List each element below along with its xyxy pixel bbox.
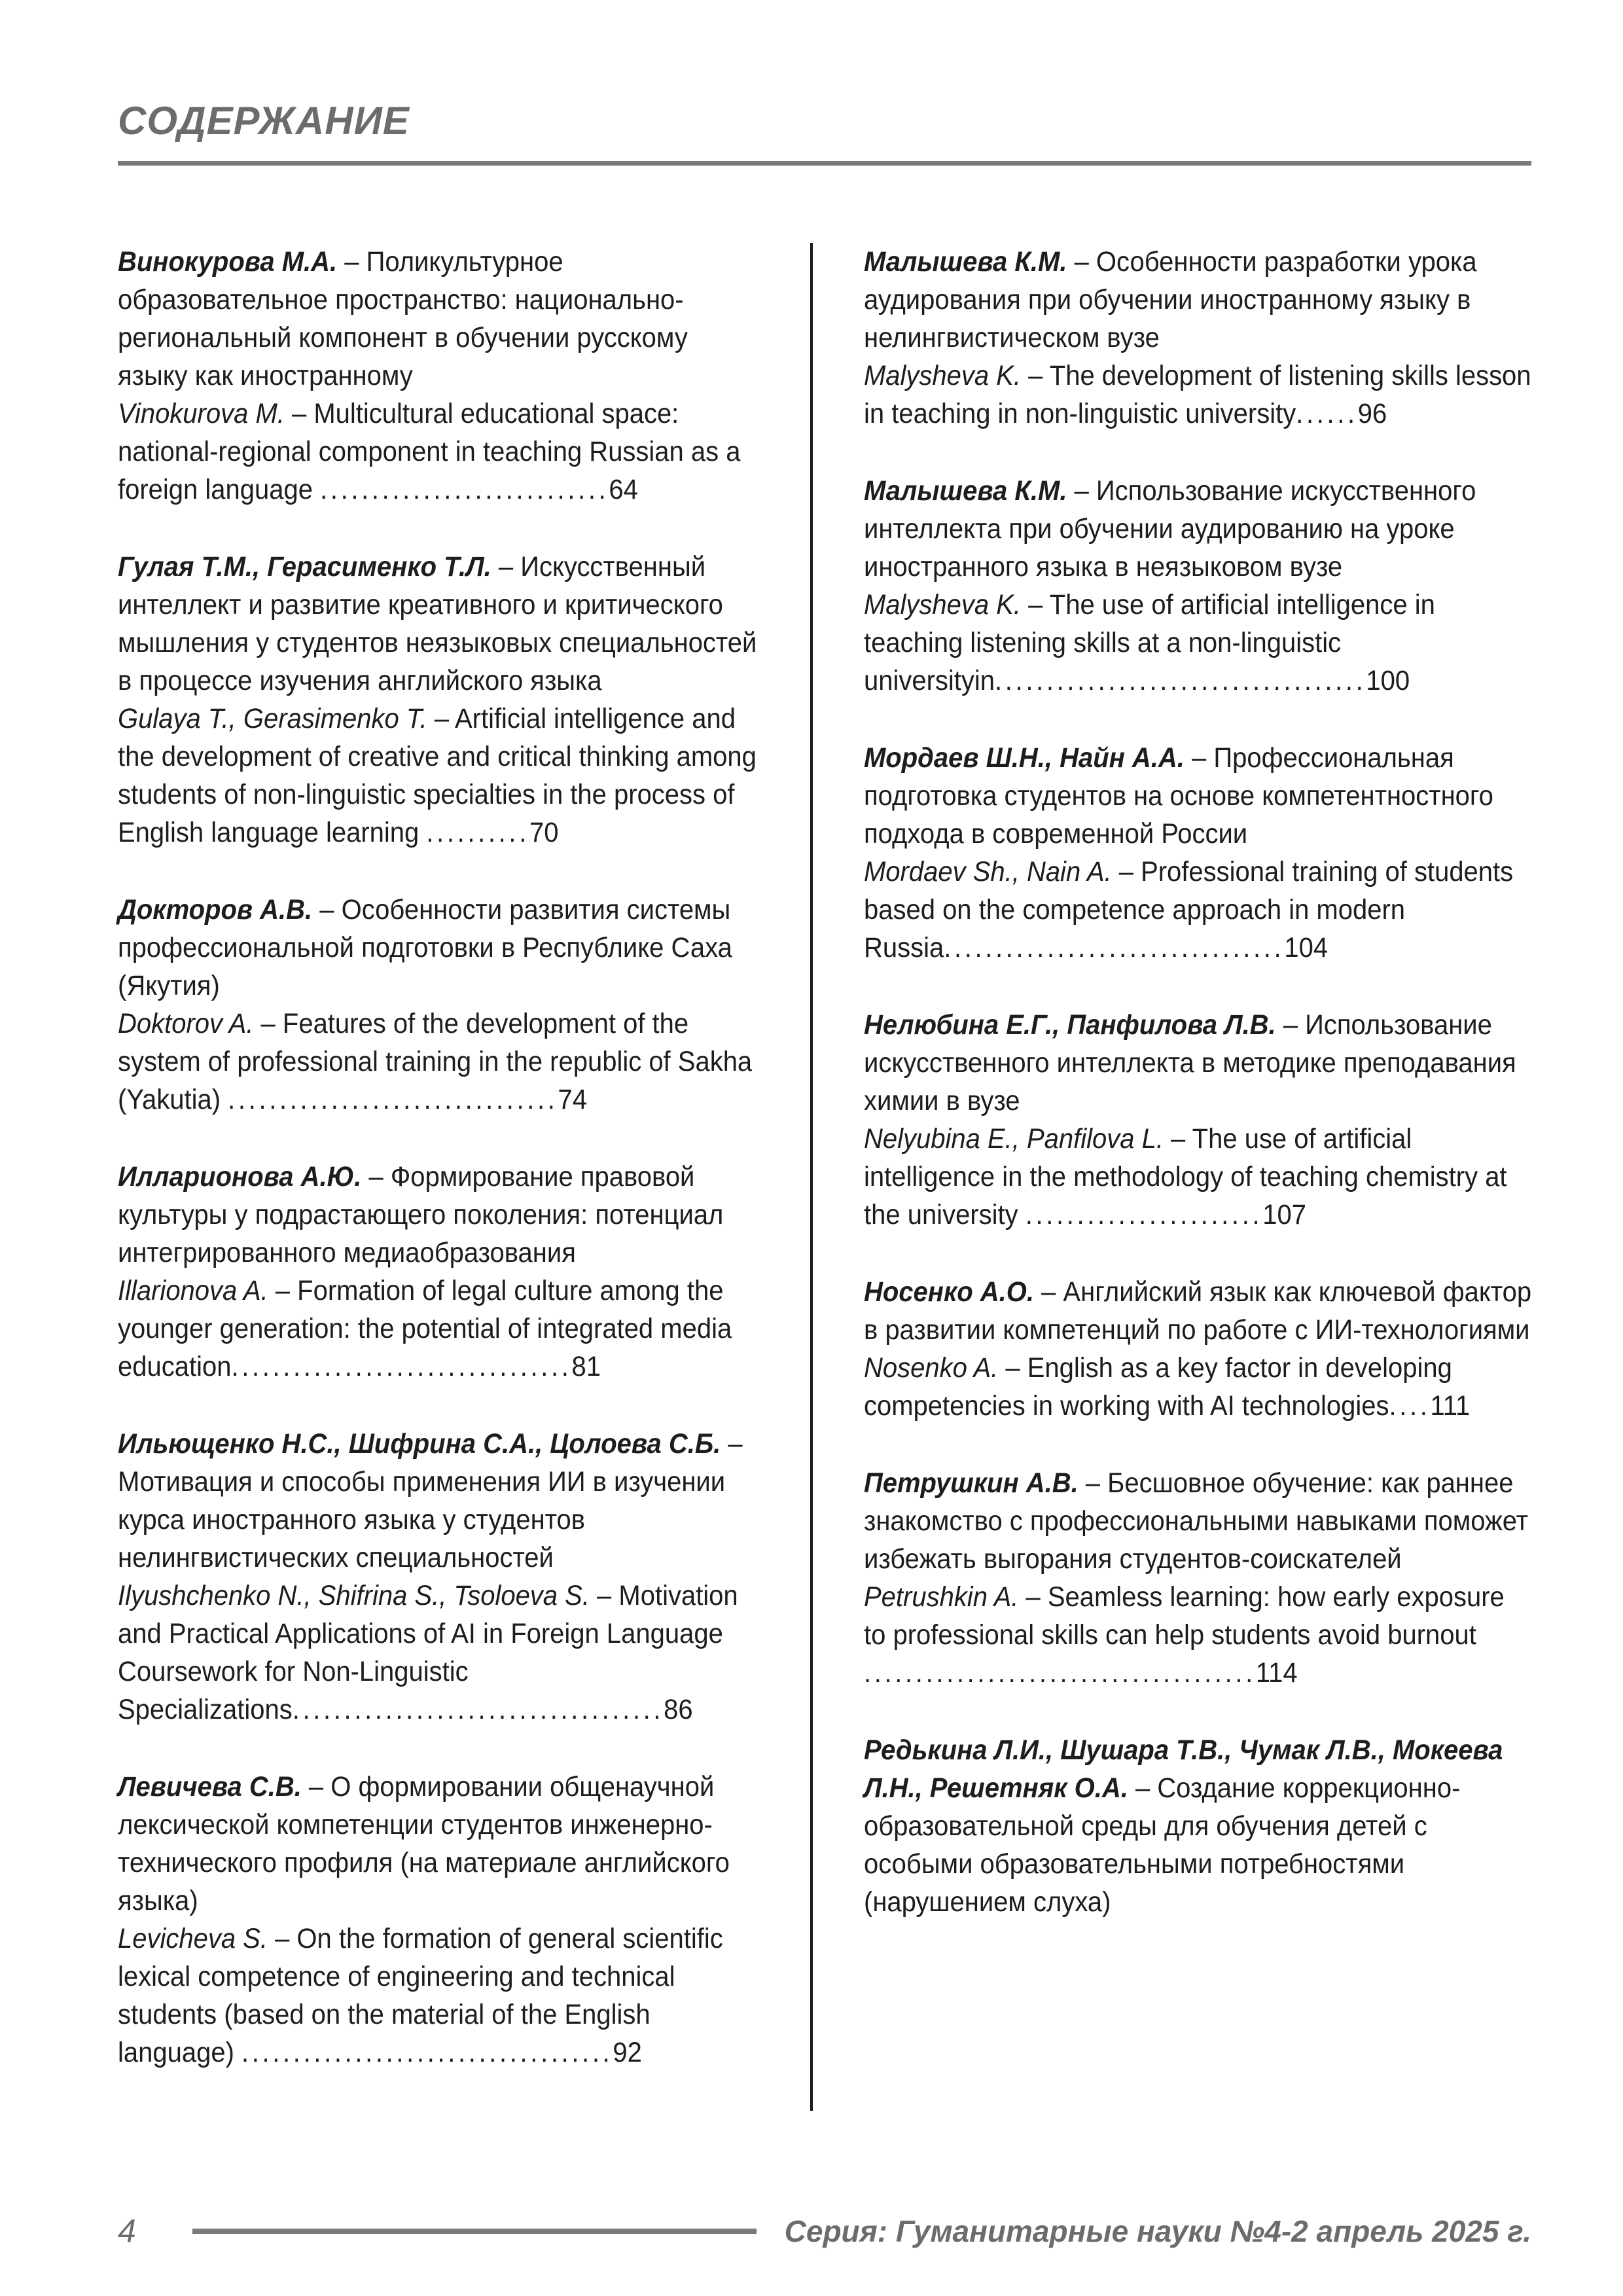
toc-column-right xyxy=(864,243,1533,2111)
leader-dots: .... xyxy=(1389,1390,1431,1422)
page-title: СОДЕРЖАНИЕ xyxy=(118,99,410,143)
entry-authors-ru: Ильющенко Н.С., Шифрина С.А., Цолоева С.Б. xyxy=(118,1428,721,1460)
entry-title-en-text: – English as a key factor in developing competencies in working with AI technologies xyxy=(864,1352,1452,1422)
entry-title-en xyxy=(118,1577,759,1729)
entry-title-ru xyxy=(864,1006,1533,1120)
entry-title-en-text: – Features of the development of the system of professional training in the republic of Sakha (Yakutia) xyxy=(118,1008,753,1115)
leader-dots: .................................... xyxy=(241,2037,613,2068)
toc-entry xyxy=(864,1273,1533,1425)
entry-title-ru xyxy=(118,891,759,1005)
entry-title-en xyxy=(118,700,759,852)
entry-title-ru-text: – Поликультурное образовательное пространство: национально-региональный компонент в обучении русскому языку как иностранному xyxy=(118,246,688,391)
leader-dots: ............................ xyxy=(320,474,609,505)
entry-page-number: 96 xyxy=(1357,398,1387,429)
footer-rule xyxy=(192,2229,757,2234)
entry-title-en xyxy=(118,1920,759,2072)
entry-title-en-text: – Professional training of students based on the competence approach in modern Russia xyxy=(864,856,1514,963)
entry-title-ru-text: – Использование искусственного интеллекта при обучении аудированию на уроке иностранного языка в неязыковом вузе xyxy=(864,475,1476,583)
entry-authors-ru: Петрушкин А.В. xyxy=(864,1467,1079,1499)
entry-title-ru xyxy=(118,1158,759,1272)
toc-entry xyxy=(864,1006,1533,1234)
leader-dots: ................................. xyxy=(231,1351,572,1382)
entry-page-number: 64 xyxy=(609,474,638,505)
entry-title-ru xyxy=(864,1731,1533,1921)
entry-authors-en: Levicheva S. xyxy=(118,1923,268,1954)
entry-title-ru xyxy=(864,472,1533,586)
entry-title-en-text: – Seamless learning: how early exposure to professional skills can help students avoid burnout xyxy=(864,1581,1505,1651)
entry-authors-en: Nosenko A. xyxy=(864,1352,999,1384)
toc-entry xyxy=(864,1731,1533,1921)
entry-title-en-text: – Artificial intelligence and the development of creative and critical thinking among students of non-linguistic specialties in the process of English language learning xyxy=(118,703,757,848)
entry-title-ru xyxy=(118,243,759,395)
entry-authors-ru: Малышева К.М. xyxy=(864,475,1067,507)
entry-title-ru xyxy=(864,739,1533,853)
entry-title-en xyxy=(864,1349,1533,1425)
toc-entry xyxy=(864,739,1533,967)
page-header xyxy=(0,0,1623,166)
entry-title-en xyxy=(864,586,1533,700)
entry-title-en-text: – The use of artificial intelligence in teaching listening skills at a non-linguistic universityin xyxy=(864,589,1435,696)
entry-authors-en: Malysheva K. xyxy=(864,360,1022,391)
leader-dots: ...................................... xyxy=(864,1657,1256,1689)
entry-page-number: 86 xyxy=(664,1694,693,1725)
toc-entry xyxy=(118,1768,759,2072)
page-footer xyxy=(118,2212,1531,2250)
footer-page-number: 4 xyxy=(118,2213,136,2250)
entry-title-ru-text: – Бесшовное обучение: как раннее знакомство с профессиональными навыками поможет избежать выгорания студентов-соискателей xyxy=(864,1467,1529,1575)
entry-authors-en: Nelyubina E., Panfilova L. xyxy=(864,1123,1164,1155)
entry-authors-ru: Мордаев Ш.Н., Найн А.А. xyxy=(864,742,1185,774)
entry-page-number: 111 xyxy=(1430,1390,1471,1422)
entry-title-en-text: – Formation of legal culture among the younger generation: the potential of integrated media education xyxy=(118,1275,732,1382)
entry-title-ru-text: – Особенности развития системы профессиональной подготовки в Республике Саха (Якутия) xyxy=(118,894,732,1001)
entry-title-ru-text: – Особенности разработки урока аудирования при обучении иностранному языку в нелингвистическом вузе xyxy=(864,246,1477,353)
entry-authors-ru: Малышева К.М. xyxy=(864,246,1067,278)
entry-page-number: 92 xyxy=(613,2037,642,2068)
leader-dots: ................................ xyxy=(228,1084,558,1115)
entry-title-ru xyxy=(118,548,759,700)
entry-authors-ru: Гулая Т.М., Герасименко Т.Л. xyxy=(118,551,491,583)
toc-entry xyxy=(118,1158,759,1386)
entry-title-en-text: – The development of listening skills lesson in teaching in non-linguistic university xyxy=(864,360,1531,429)
footer-series-note: Серия: Гуманитарные науки №4-2 апрель 2025 г. xyxy=(784,2214,1531,2248)
entry-title-en xyxy=(864,1578,1533,1692)
entry-page-number: 70 xyxy=(529,817,559,848)
leader-dots: .......... xyxy=(426,817,529,848)
entry-title-en xyxy=(864,357,1533,433)
entry-authors-ru: Носенко А.О. xyxy=(864,1276,1034,1308)
toc-columns xyxy=(118,243,1531,2111)
entry-title-en-text: – Multicultural educational space: national-regional component in teaching Russian as a foreign language xyxy=(118,398,741,505)
entry-title-ru-text: – Формирование правовой культуры у подрастающего поколения: потенциал интегрированного медиаобразования xyxy=(118,1161,724,1268)
entry-title-ru xyxy=(118,1768,759,1920)
toc-entry xyxy=(118,548,759,852)
entry-title-en-text: – The use of artificial intelligence in the methodology of teaching chemistry at the university xyxy=(864,1123,1507,1230)
entry-title-ru-text: – Искусственный интеллект и развитие креативного и критического мышления у студентов неязыковых специальностей в процессе изучения английского языка xyxy=(118,551,757,696)
entry-authors-ru: Винокурова М.А. xyxy=(118,246,338,278)
entry-title-ru xyxy=(864,1464,1533,1578)
entry-title-ru xyxy=(864,243,1533,357)
header-rule xyxy=(118,161,1531,166)
toc-entry xyxy=(118,243,759,509)
toc-column-left xyxy=(118,243,759,2111)
entry-title-en xyxy=(864,853,1533,967)
entry-authors-en: Malysheva K. xyxy=(864,589,1022,620)
entry-title-ru-text: – Профессиональная подготовка студентов на основе компетентностного подхода в современной России xyxy=(864,742,1493,850)
toc-entry xyxy=(864,1464,1533,1692)
entry-authors-en: Mordaev Sh., Nain A. xyxy=(864,856,1112,888)
leader-dots: ...... xyxy=(1296,398,1358,429)
entry-authors-ru: Левичева С.В. xyxy=(118,1771,302,1803)
entry-page-number: 74 xyxy=(558,1084,588,1115)
toc-entry xyxy=(118,1425,759,1729)
leader-dots: ....................... xyxy=(1025,1199,1263,1230)
column-divider xyxy=(810,243,813,2111)
toc-entry xyxy=(118,891,759,1119)
entry-title-ru-text: – Мотивация и способы применения ИИ в изучении курса иностранного языка у студентов нелингвистических специальностей xyxy=(118,1428,743,1573)
entry-title-en xyxy=(118,1005,759,1119)
entry-authors-en: Ilyushchenko N., Shifrina S., Tsoloeva S. xyxy=(118,1580,590,1611)
entry-authors-en: Vinokurova M. xyxy=(118,398,285,429)
leader-dots: ................................. xyxy=(944,932,1285,963)
entry-authors-en: Petrushkin A. xyxy=(864,1581,1019,1613)
entry-authors-en: Doktorov A. xyxy=(118,1008,254,1039)
entry-title-en-text: – Motivation and Practical Applications of AI in Foreign Language Coursework for Non-Linguistic Specializations xyxy=(118,1580,738,1725)
entry-title-en xyxy=(864,1120,1533,1234)
entry-page-number: 81 xyxy=(571,1351,601,1382)
toc-entry xyxy=(864,243,1533,433)
entry-authors-en: Gulaya T., Gerasimenko T. xyxy=(118,703,427,734)
entry-page-number: 114 xyxy=(1255,1657,1298,1689)
leader-dots: .................................... xyxy=(995,665,1366,696)
entry-title-ru xyxy=(864,1273,1533,1349)
entry-title-ru-text: – Создание коррекционно-образовательной среды для обучения детей с особыми образовательными потребностями (нарушением слуха) xyxy=(864,1772,1461,1918)
entry-authors-ru: Нелюбина Е.Г., Панфилова Л.В. xyxy=(864,1009,1276,1041)
leader-dots: .................................... xyxy=(292,1694,664,1725)
entry-title-en xyxy=(118,1272,759,1386)
toc-entry xyxy=(864,472,1533,700)
entry-title-ru-text: – О формировании общенаучной лексической компетенции студентов инженерно-технического профиля (на материале английского языка) xyxy=(118,1771,730,1916)
entry-page-number: 107 xyxy=(1262,1199,1306,1230)
entry-title-en-text: – On the formation of general scientific lexical competence of engineering and technical students (based on the material of the English language) xyxy=(118,1923,723,2068)
entry-authors-ru: Редькина Л.И., Шушара Т.В., Чумак Л.В., Мокеева Л.Н., Решетняк О.А. xyxy=(864,1734,1503,1804)
entry-title-ru-text: – Английский язык как ключевой фактор в развитии компетенций по работе с ИИ-технологиями xyxy=(864,1276,1532,1346)
entry-title-ru xyxy=(118,1425,759,1577)
entry-page-number: 100 xyxy=(1366,665,1410,696)
entry-page-number: 104 xyxy=(1284,932,1329,963)
entry-authors-ru: Докторов А.В. xyxy=(118,894,313,925)
entry-authors-ru: Илларионова А.Ю. xyxy=(118,1161,362,1193)
entry-title-ru-text: – Использование искусственного интеллекта в методике преподавания химии в вузе xyxy=(864,1009,1516,1117)
entry-authors-en: Illarionova A. xyxy=(118,1275,268,1306)
entry-title-en xyxy=(118,395,759,509)
